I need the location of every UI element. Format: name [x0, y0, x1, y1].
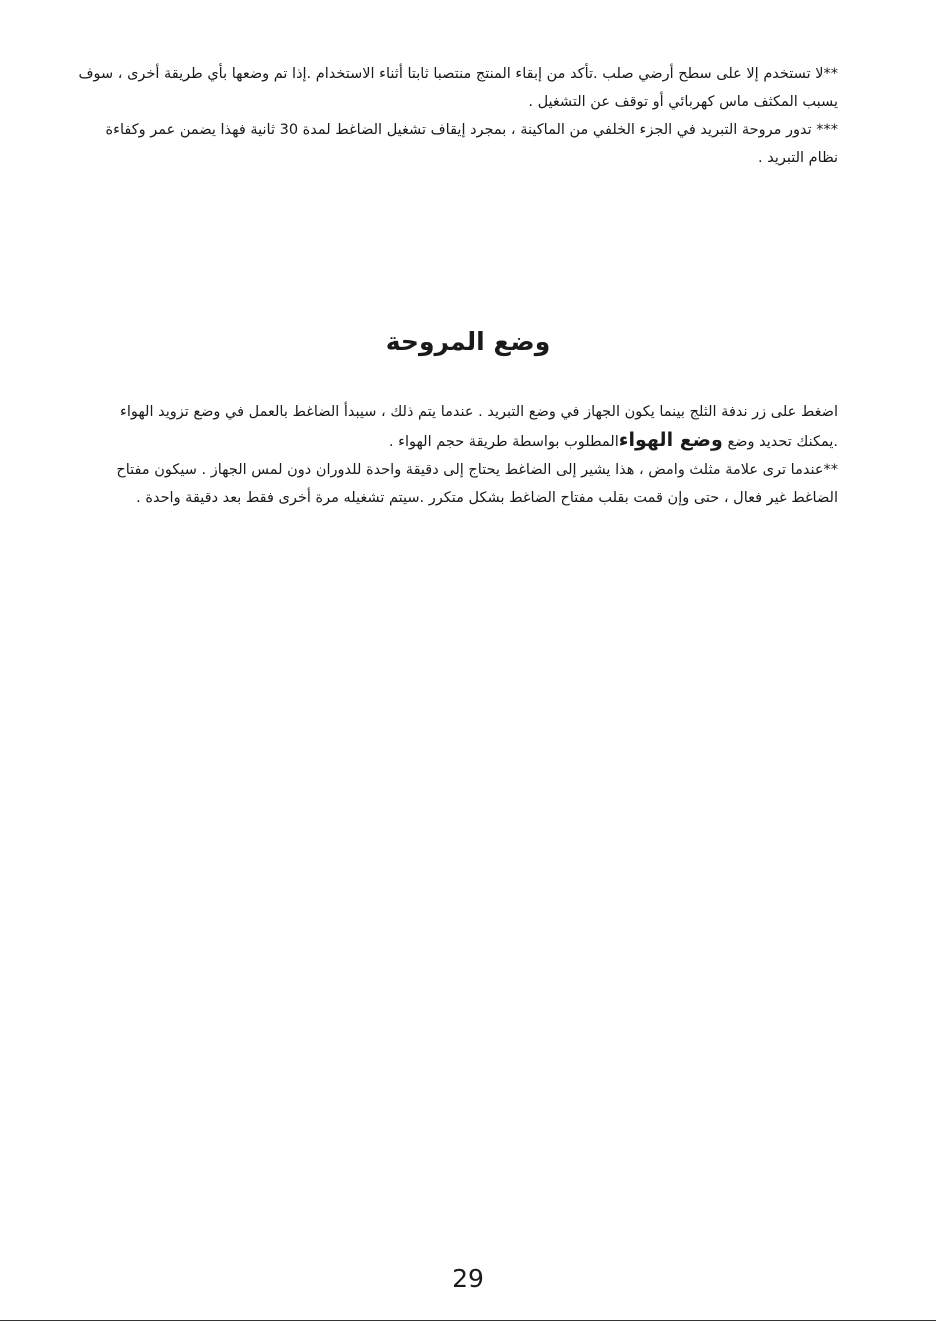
- note-cooling-fan: *** تدور مروحة التبريد في الجزء الخلفي من الماكينة ، بمجرد إيقاف تشغيل الضاغط لمدة 30 ثانية فهذا يضمن عمر وكفاءة نظام التبريد .: [105, 122, 838, 166]
- page-number: 29: [452, 1264, 484, 1293]
- fan-mode-emphasis: وضع الهواء: [618, 429, 723, 451]
- fan-mode-text-end: المطلوب بواسطة طريقة حجم الهواء .: [388, 434, 619, 450]
- note-surface: **لا تستخدم إلا على سطح أرضي صلب .تأكد من إبقاء المنتج منتصبا ثابتا أثناء الاستخدام .إذا تم وضعها بأي طريقة أخرى ، سوف يسبب المكثف ماس كهربائي أو توقف عن التشغيل .: [78, 66, 838, 110]
- bottom-divider: [0, 1320, 936, 1321]
- fan-mode-text-start: اضغط على زر ندفة الثلج بينما يكون الجهاز في وضع التبريد . عندما يتم ذلك ، سيبدأ الضاغط بالعمل في وضع تزويد الهواء .يمكنك تحديد وضع: [120, 404, 838, 450]
- compressor-warning: **عندما ترى علامة مثلث وامض ، هذا يشير إلى الضاغط يحتاج إلى دقيقة واحدة للدوران دون لمس الجهاز . سيكون مفتاح الضاغط غير فعال ، حتى وإن قمت بقلب مفتاح الضاغط بشكل متكرر .سيتم تشغيله مرة أخرى فقط بعد دقيقة واحدة .: [116, 462, 838, 506]
- fan-mode-text: [78, 398, 838, 512]
- top-notes: [78, 60, 838, 172]
- section-title: وضع المروحة: [385, 327, 551, 356]
- fan-mode-paragraph: [78, 398, 838, 456]
